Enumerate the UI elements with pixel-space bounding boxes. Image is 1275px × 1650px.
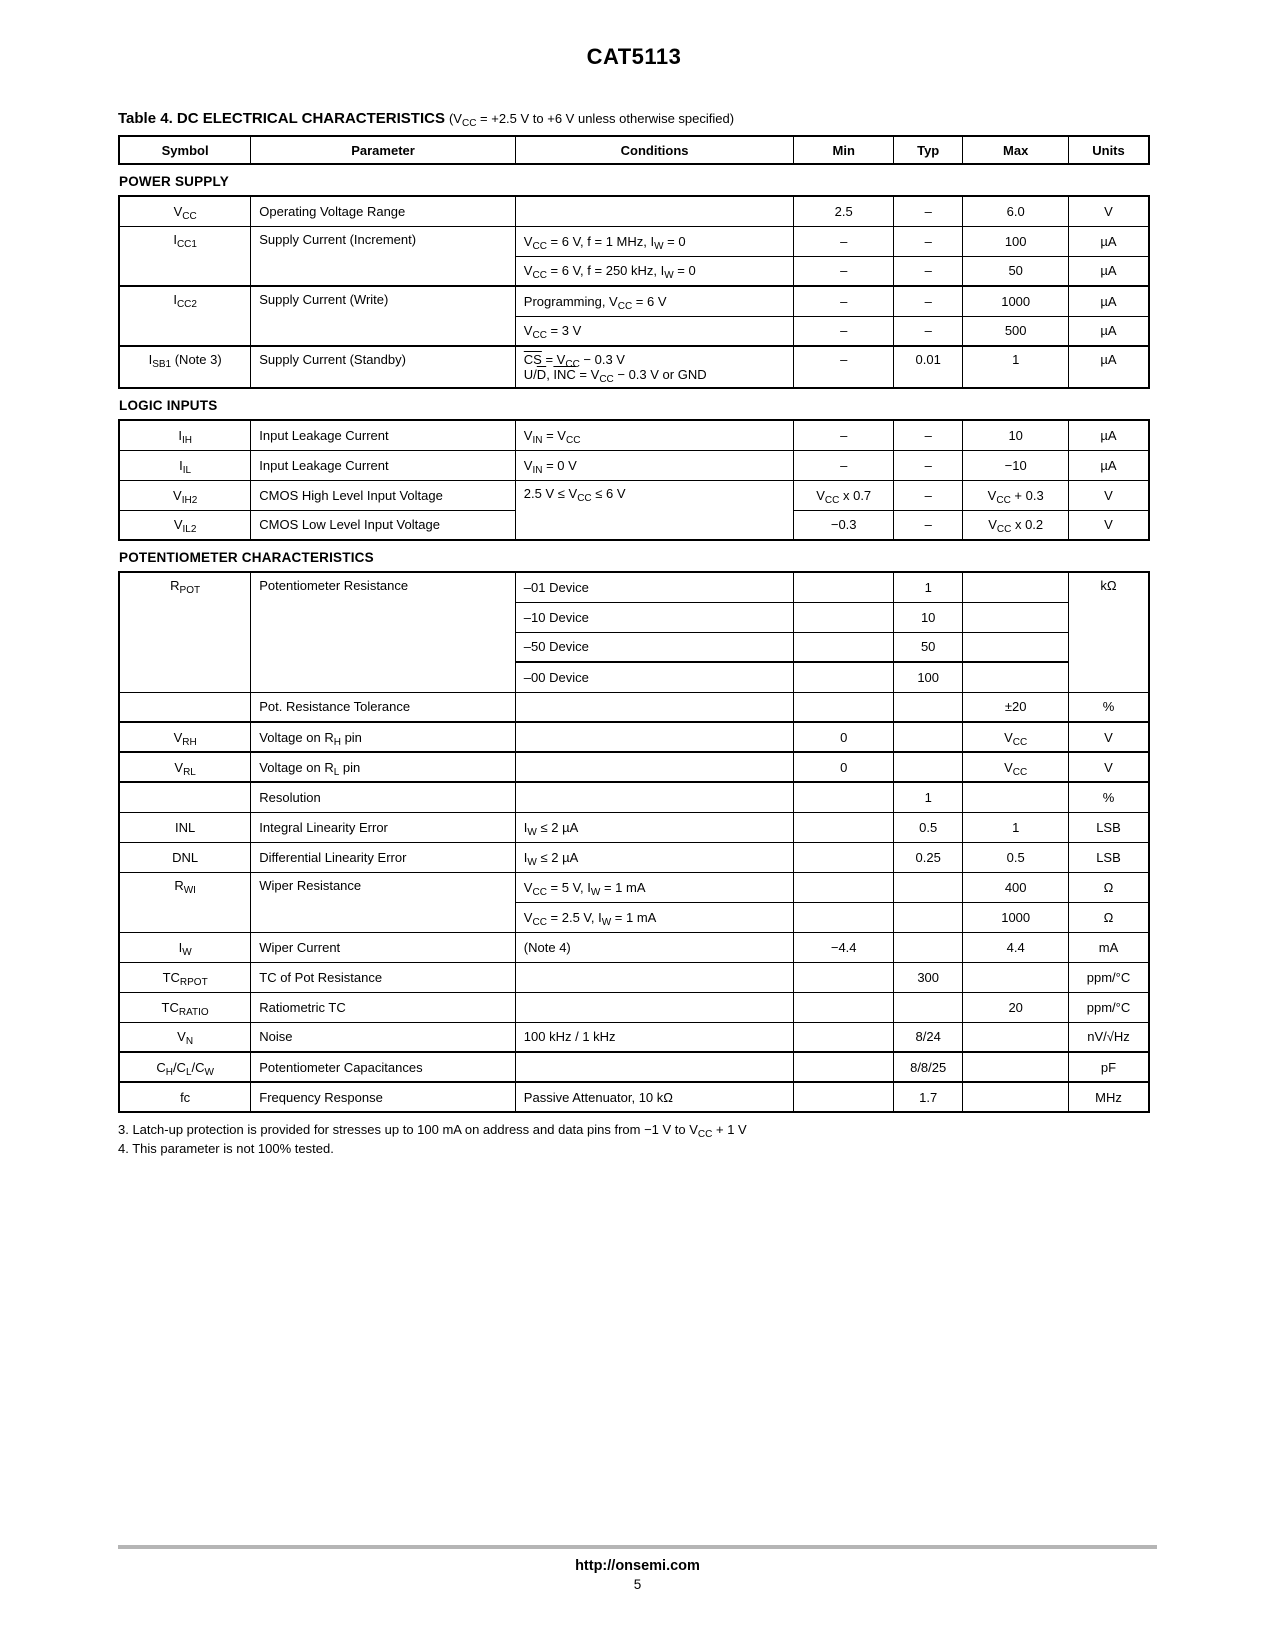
table-cell: (Note 4)	[515, 932, 794, 962]
table-cell: $I_{IH}$	[119, 420, 251, 450]
table-cell: $\overline{CS} = V_{CC} - 0.3$ V $U/\overline{D}$, $\overline{INC} = V_{CC} - 0.3$ V or GND	[515, 346, 794, 388]
table-cell: –	[893, 256, 962, 286]
table-row	[119, 842, 1149, 872]
table-cell: 300	[893, 962, 962, 992]
table-cell	[515, 1052, 794, 1082]
table-cell	[794, 692, 894, 722]
table-cell: –00 Device	[515, 662, 794, 692]
section-table	[118, 419, 1150, 541]
table-cell	[893, 752, 962, 782]
table-row	[119, 286, 1149, 316]
table-cell	[893, 902, 962, 932]
table-cell: 4.4	[963, 932, 1069, 962]
table-row	[119, 1052, 1149, 1082]
table-row	[119, 346, 1149, 388]
table-cell: 2.5 $V \le V_{CC} \le 6$ V	[515, 480, 794, 540]
table-cell: $V_N$	[119, 1022, 251, 1052]
table-cell: $R_{WI}$	[119, 872, 251, 932]
table-cell: –	[893, 286, 962, 316]
table-cell: TC of Pot Resistance	[251, 962, 516, 992]
table-cell: $TC_{RATIO}$	[119, 992, 251, 1022]
table-cell: Supply Current (Standby)	[251, 346, 516, 388]
table-title	[118, 110, 1150, 127]
table-cell: Ω	[1068, 902, 1149, 932]
table-cell	[515, 196, 794, 226]
footer-url: http://onsemi.com	[575, 1558, 700, 1574]
table-cell	[515, 962, 794, 992]
table-cell	[794, 662, 894, 692]
table-cell: V	[1068, 752, 1149, 782]
table-cell	[963, 662, 1069, 692]
table-row	[119, 722, 1149, 752]
table-cell: 1000	[963, 286, 1069, 316]
page-content	[118, 0, 1150, 1158]
table-cell	[963, 572, 1069, 602]
table-cell: V	[1068, 196, 1149, 226]
table-cell: –	[794, 226, 894, 256]
table-cell: ppm/°C	[1068, 962, 1149, 992]
table-cell: –	[794, 286, 894, 316]
table-row	[119, 572, 1149, 602]
table-cell: –	[794, 420, 894, 450]
table-cell: $V_{CC} = 3$ V	[515, 316, 794, 346]
table-cell: ppm/°C	[1068, 992, 1149, 1022]
footer-divider	[118, 1545, 1157, 1549]
table-cell: Resolution	[251, 782, 516, 812]
table-cell: –	[893, 510, 962, 540]
table-cell: $V_{CC}$ x 0.7	[794, 480, 894, 510]
table-cell: Frequency Response	[251, 1082, 516, 1112]
page-footer	[118, 1545, 1157, 1592]
table-cell: −0.3	[794, 510, 894, 540]
table-row	[119, 1082, 1149, 1112]
table-cell	[794, 962, 894, 992]
table-cell: $V_{CC}$	[963, 722, 1069, 752]
table-cell: nV/√Hz	[1068, 1022, 1149, 1052]
table-cell: 1.7	[893, 1082, 962, 1112]
table-cell: 1	[893, 572, 962, 602]
table-cell: Noise	[251, 1022, 516, 1052]
table-cell: −10	[963, 450, 1069, 480]
table-row	[119, 962, 1149, 992]
table-cell: 0.25	[893, 842, 962, 872]
table-cell: $V_{CC}$ x 0.2	[963, 510, 1069, 540]
table-cell: $V_{CC} + 0.3$	[963, 480, 1069, 510]
table-cell: 20	[963, 992, 1069, 1022]
table-cell: –	[794, 316, 894, 346]
table-cell: 0	[794, 722, 894, 752]
table-cell: Integral Linearity Error	[251, 812, 516, 842]
table-cell: Supply Current (Write)	[251, 286, 516, 346]
table-cell: %	[1068, 692, 1149, 722]
table-row	[119, 782, 1149, 812]
table-cell: MHz	[1068, 1082, 1149, 1112]
table-cell: INL	[119, 812, 251, 842]
table-cell: $V_{IH2}$	[119, 480, 251, 510]
table-cell: $V_{CC} = 2.5$ V, $I_W = 1$ mA	[515, 902, 794, 932]
section-label: LOGIC INPUTS	[119, 398, 218, 413]
table-cell: $V_{CC} = 5$ V, $I_W = 1$ mA	[515, 872, 794, 902]
column-header: Max	[963, 136, 1069, 164]
table-cell: 1	[963, 812, 1069, 842]
table-cell	[515, 722, 794, 752]
table-cell: $I_{SB1}$ (Note 3)	[119, 346, 251, 388]
table-cell: 100 kHz / 1 kHz	[515, 1022, 794, 1052]
section-label: POTENTIOMETER CHARACTERISTICS	[119, 550, 374, 565]
table-cell: 50	[963, 256, 1069, 286]
table-cell: 100	[963, 226, 1069, 256]
table-cell: 10	[963, 420, 1069, 450]
table-cell: –50 Device	[515, 632, 794, 662]
table-cell: –	[893, 480, 962, 510]
table-cell	[963, 1052, 1069, 1082]
column-header: Symbol	[119, 136, 251, 164]
table-cell: CMOS High Level Input Voltage	[251, 480, 516, 510]
table-cell	[119, 692, 251, 722]
table-title-note: ($V_{CC} = +2.5$ V to +6 V unless otherwise specified)	[448, 111, 735, 129]
table-cell: 50	[893, 632, 962, 662]
table-cell: $I_W \le 2$ µA	[515, 842, 794, 872]
table-cell: V	[1068, 510, 1149, 540]
table-cell: Potentiometer Resistance	[251, 572, 516, 692]
table-cell: –	[794, 346, 894, 388]
table-cell: –	[893, 196, 962, 226]
footnote: 3. Latch-up protection is provided for stresses up to 100 mA on address and data pins from −1 V to $V_{CC} + 1$ V	[118, 1122, 747, 1140]
table-cell: –01 Device	[515, 572, 794, 602]
table-row	[119, 752, 1149, 782]
table-cell: $I_W \le 2$ µA	[515, 812, 794, 842]
page-number: 5	[633, 1577, 642, 1592]
table-cell	[515, 692, 794, 722]
table-cell: Voltage on $R_H$ pin	[251, 722, 516, 752]
table-cell: $V_{RH}$	[119, 722, 251, 752]
table-cell: Wiper Current	[251, 932, 516, 962]
table-cell: pF	[1068, 1052, 1149, 1082]
table-row	[119, 196, 1149, 226]
section-table	[118, 195, 1150, 389]
table-row	[119, 812, 1149, 842]
table-cell: –	[794, 256, 894, 286]
table-cell: –	[893, 316, 962, 346]
table-cell: Voltage on $R_L$ pin	[251, 752, 516, 782]
table-cell: 400	[963, 872, 1069, 902]
table-cell: −4.4	[794, 932, 894, 962]
table-cell	[515, 752, 794, 782]
table-cell: 0.01	[893, 346, 962, 388]
table-cell: $I_{IL}$	[119, 450, 251, 480]
table-cell: µA	[1068, 256, 1149, 286]
table-cell: 1000	[963, 902, 1069, 932]
table-cell: $R_{POT}$	[119, 572, 251, 692]
table-cell: $V_{IL2}$	[119, 510, 251, 540]
table-row	[119, 420, 1149, 450]
table-row	[119, 872, 1149, 902]
table-cell: µA	[1068, 226, 1149, 256]
table-row	[119, 932, 1149, 962]
section-table	[118, 571, 1150, 1113]
table-row	[119, 480, 1149, 510]
table-cell: $V_{CC} = 6$ V, f = 250 kHz, $I_W = 0$	[515, 256, 794, 286]
table-cell: mA	[1068, 932, 1149, 962]
column-header: Typ	[893, 136, 962, 164]
table-title-bold: Table 4. DC ELECTRICAL CHARACTERISTICS	[118, 110, 445, 127]
table-cell: Pot. Resistance Tolerance	[251, 692, 516, 722]
section-label: POWER SUPPLY	[119, 174, 229, 189]
table-cell: µA	[1068, 450, 1149, 480]
table-cell: 500	[963, 316, 1069, 346]
table-cell	[515, 782, 794, 812]
table-cell: LSB	[1068, 842, 1149, 872]
table-cell	[794, 872, 894, 902]
table-cell: fc	[119, 1082, 251, 1112]
table-cell: –	[893, 420, 962, 450]
table-cell: Differential Linearity Error	[251, 842, 516, 872]
table-cell: Passive Attenuator, 10 kΩ	[515, 1082, 794, 1112]
table-cell	[963, 632, 1069, 662]
table-cell: µA	[1068, 286, 1149, 316]
table-cell: 0.5	[963, 842, 1069, 872]
table-cell	[794, 632, 894, 662]
table-cell: %	[1068, 782, 1149, 812]
table-cell	[794, 1052, 894, 1082]
table-cell: $V_{CC}$	[963, 752, 1069, 782]
table-cell: 8/24	[893, 1022, 962, 1052]
table-cell: $I_{CC1}$	[119, 226, 251, 286]
column-header: Min	[794, 136, 894, 164]
table-cell: 100	[893, 662, 962, 692]
table-header-row	[118, 135, 1150, 165]
table-cell: LSB	[1068, 812, 1149, 842]
table-cell: Input Leakage Current	[251, 420, 516, 450]
table-cell	[963, 1022, 1069, 1052]
table-cell	[794, 812, 894, 842]
footnotes	[118, 1120, 1150, 1158]
table-cell: 6.0	[963, 196, 1069, 226]
table-cell	[893, 872, 962, 902]
table-cell: 0	[794, 752, 894, 782]
table-cell: –	[893, 226, 962, 256]
table-cell: Programming, $V_{CC} = 6$ V	[515, 286, 794, 316]
table-cell: Supply Current (Increment)	[251, 226, 516, 286]
table-cell: 10	[893, 602, 962, 632]
table-cell	[893, 722, 962, 752]
table-cell: µA	[1068, 316, 1149, 346]
table-cell	[794, 602, 894, 632]
table-cell	[119, 782, 251, 812]
table-cell: Wiper Resistance	[251, 872, 516, 932]
table-cell	[963, 962, 1069, 992]
table-row	[119, 992, 1149, 1022]
table-cell: $V_{RL}$	[119, 752, 251, 782]
table-cell: Ω	[1068, 872, 1149, 902]
column-header: Units	[1068, 136, 1149, 164]
table-cell: µA	[1068, 420, 1149, 450]
table-cell: –	[893, 450, 962, 480]
table-cell: $V_{IN} = 0$ V	[515, 450, 794, 480]
table-cell	[893, 692, 962, 722]
table-cell: 0.5	[893, 812, 962, 842]
table-cell: Potentiometer Capacitances	[251, 1052, 516, 1082]
table-row	[119, 1022, 1149, 1052]
table-cell	[963, 782, 1069, 812]
table-cell: –10 Device	[515, 602, 794, 632]
table-cell	[794, 1022, 894, 1052]
table-cell	[794, 992, 894, 1022]
table-cell: V	[1068, 480, 1149, 510]
table-cell	[794, 782, 894, 812]
table-cell	[794, 842, 894, 872]
table-row	[119, 692, 1149, 722]
dc-characteristics-table	[118, 135, 1150, 1113]
table-cell	[963, 602, 1069, 632]
table-cell: kΩ	[1068, 572, 1149, 692]
table-cell: Input Leakage Current	[251, 450, 516, 480]
table-cell	[893, 932, 962, 962]
doc-title: CAT5113	[586, 44, 682, 69]
table-cell: 1	[893, 782, 962, 812]
table-cell	[794, 902, 894, 932]
table-cell: $C_H/C_L/C_W$	[119, 1052, 251, 1082]
column-header: Parameter	[251, 136, 516, 164]
table-cell: $I_W$	[119, 932, 251, 962]
table-row	[119, 226, 1149, 256]
table-cell: $V_{CC} = 6$ V, f = 1 MHz, $I_W = 0$	[515, 226, 794, 256]
table-cell: $TC_{RPOT}$	[119, 962, 251, 992]
table-cell: ±20	[963, 692, 1069, 722]
table-cell: $V_{CC}$	[119, 196, 251, 226]
table-cell: DNL	[119, 842, 251, 872]
table-cell	[963, 1082, 1069, 1112]
column-header: Conditions	[515, 136, 794, 164]
table-cell: 2.5	[794, 196, 894, 226]
table-cell	[794, 1082, 894, 1112]
table-cell: Operating Voltage Range	[251, 196, 516, 226]
table-cell: –	[794, 450, 894, 480]
table-cell: 8/8/25	[893, 1052, 962, 1082]
table-cell	[794, 572, 894, 602]
table-cell: CMOS Low Level Input Voltage	[251, 510, 516, 540]
table-cell: µA	[1068, 346, 1149, 388]
footnote: 4. This parameter is not 100% tested.	[118, 1141, 334, 1156]
table-cell: $V_{IN} = V_{CC}$	[515, 420, 794, 450]
table-row	[119, 450, 1149, 480]
table-cell: V	[1068, 722, 1149, 752]
table-cell	[515, 992, 794, 1022]
table-cell: 1	[963, 346, 1069, 388]
table-cell: Ratiometric TC	[251, 992, 516, 1022]
table-cell: $I_{CC2}$	[119, 286, 251, 346]
table-cell	[893, 992, 962, 1022]
